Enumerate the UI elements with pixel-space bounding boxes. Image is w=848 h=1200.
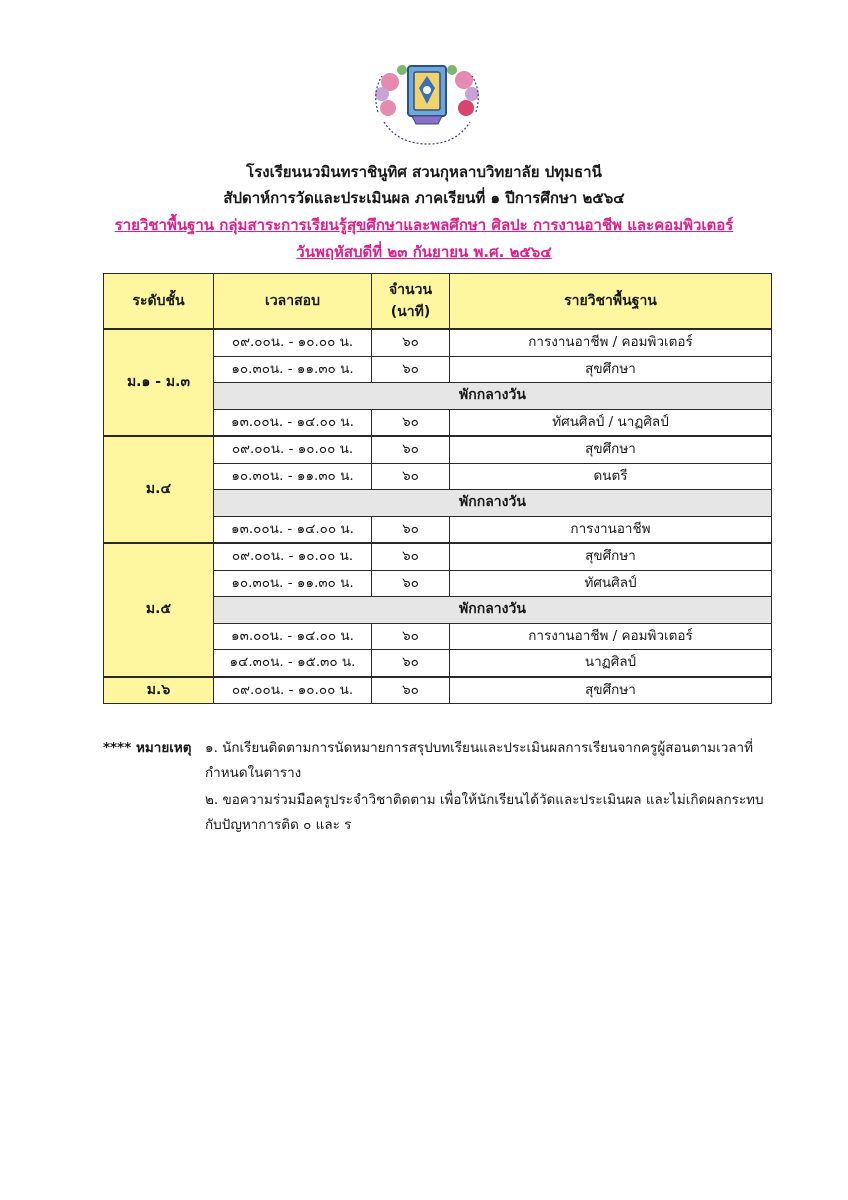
subject-cell: ทัศนศิลป์ / นาฏศิลป์: [450, 409, 772, 436]
note-item-1: ๑. นักเรียนติดตามการนัดหมายการสรุปบทเรียนและประเมินผลการเรียนจากครูผู้สอนตามเวลาที่กำหนดในตาราง: [205, 740, 754, 781]
subject-cell: สุขศึกษา: [450, 677, 772, 704]
header-duration: [372, 274, 450, 330]
header-time: เวลาสอบ: [214, 274, 372, 330]
table-row: [104, 329, 772, 356]
subject-cell: ทัศนศิลป์: [450, 570, 772, 597]
subject-cell: สุขศึกษา: [450, 436, 772, 463]
header-duration-line2: (นาที): [390, 304, 431, 320]
time-cell: ๐๙.๐๐น. - ๑๐.๐๐ น.: [214, 677, 372, 704]
time-cell: ๑๐.๓๐น. - ๑๑.๓๐ น.: [214, 356, 372, 383]
lunch-break-label: พักกลางวัน: [214, 383, 772, 410]
subject-cell: สุขศึกษา: [450, 356, 772, 383]
duration-cell: ๖๐: [372, 516, 450, 543]
school-logo: [368, 52, 486, 152]
table-header-row: [104, 274, 772, 330]
exam-date: วันพฤหัสบดีที่ ๒๓ กันยายน พ.ศ. ๒๕๖๔: [296, 243, 552, 261]
subject-cell: นาฏศิลป์: [450, 650, 772, 677]
duration-cell: ๖๐: [372, 623, 450, 650]
lunch-break-label: พักกลางวัน: [214, 597, 772, 624]
duration-cell: ๖๐: [372, 409, 450, 436]
level-cell: ม.๕: [104, 543, 214, 677]
header-duration-line1: จำนวน: [388, 282, 433, 298]
time-cell: ๑๓.๐๐น. - ๑๔.๐๐ น.: [214, 623, 372, 650]
notes-label: **** หมายเหตุ: [103, 740, 192, 756]
table-row: [104, 677, 772, 704]
subject-cell: การงานอาชีพ: [450, 516, 772, 543]
note-item-2: ๒. ขอความร่วมมือครูประจำวิชาติดตาม เพื่อให้นักเรียนได้วัดและประเมินผล และไม่เกิดผลกระทบกับปัญหาการติด ๐ และ ร: [205, 792, 764, 833]
time-cell: ๑๔.๓๐น. - ๑๕.๓๐ น.: [214, 650, 372, 677]
subject-groups: รายวิชาพื้นฐาน กลุ่มสาระการเรียนรู้สุขศึกษาและพลศึกษา ศิลปะ การงานอาชีพ และคอมพิวเตอร์: [114, 216, 734, 234]
header-level: ระดับชั้น: [104, 274, 214, 330]
time-cell: ๐๙.๐๐น. - ๑๐.๐๐ น.: [214, 436, 372, 463]
duration-cell: ๖๐: [372, 570, 450, 597]
time-cell: ๑๐.๓๐น. - ๑๑.๓๐ น.: [214, 570, 372, 597]
table-row: [104, 543, 772, 570]
level-cell: ม.๔: [104, 436, 214, 543]
subject-cell: สุขศึกษา: [450, 543, 772, 570]
duration-cell: ๖๐: [372, 677, 450, 704]
school-name: โรงเรียนนวมินทราชินูทิศ สวนกุหลาบวิทยาลัย ปทุมธานี: [246, 163, 602, 181]
duration-cell: ๖๐: [372, 436, 450, 463]
time-cell: ๐๙.๐๐น. - ๑๐.๐๐ น.: [214, 543, 372, 570]
duration-cell: ๖๐: [372, 356, 450, 383]
duration-cell: ๖๐: [372, 329, 450, 356]
time-cell: ๑๓.๐๐น. - ๑๔.๐๐ น.: [214, 516, 372, 543]
duration-cell: ๖๐: [372, 463, 450, 490]
assessment-week: สัปดาห์การวัดและประเมินผล ภาคเรียนที่ ๑ ปีการศึกษา ๒๕๖๔: [223, 189, 625, 207]
exam-schedule-table: [103, 273, 772, 704]
duration-cell: ๖๐: [372, 650, 450, 677]
time-cell: ๑๓.๐๐น. - ๑๔.๐๐ น.: [214, 409, 372, 436]
time-cell: ๐๙.๐๐น. - ๑๐.๐๐ น.: [214, 329, 372, 356]
subject-cell: การงานอาชีพ / คอมพิวเตอร์: [450, 623, 772, 650]
duration-cell: ๖๐: [372, 543, 450, 570]
lunch-break-label: พักกลางวัน: [214, 490, 772, 517]
subject-cell: ดนตรี: [450, 463, 772, 490]
time-cell: ๑๐.๓๐น. - ๑๑.๓๐ น.: [214, 463, 372, 490]
subject-cell: การงานอาชีพ / คอมพิวเตอร์: [450, 329, 772, 356]
table-row: [104, 436, 772, 463]
level-cell: ม.๑ - ม.๓: [104, 329, 214, 436]
level-cell: ม.๖: [104, 677, 214, 704]
header-subject: รายวิชาพื้นฐาน: [450, 274, 772, 330]
